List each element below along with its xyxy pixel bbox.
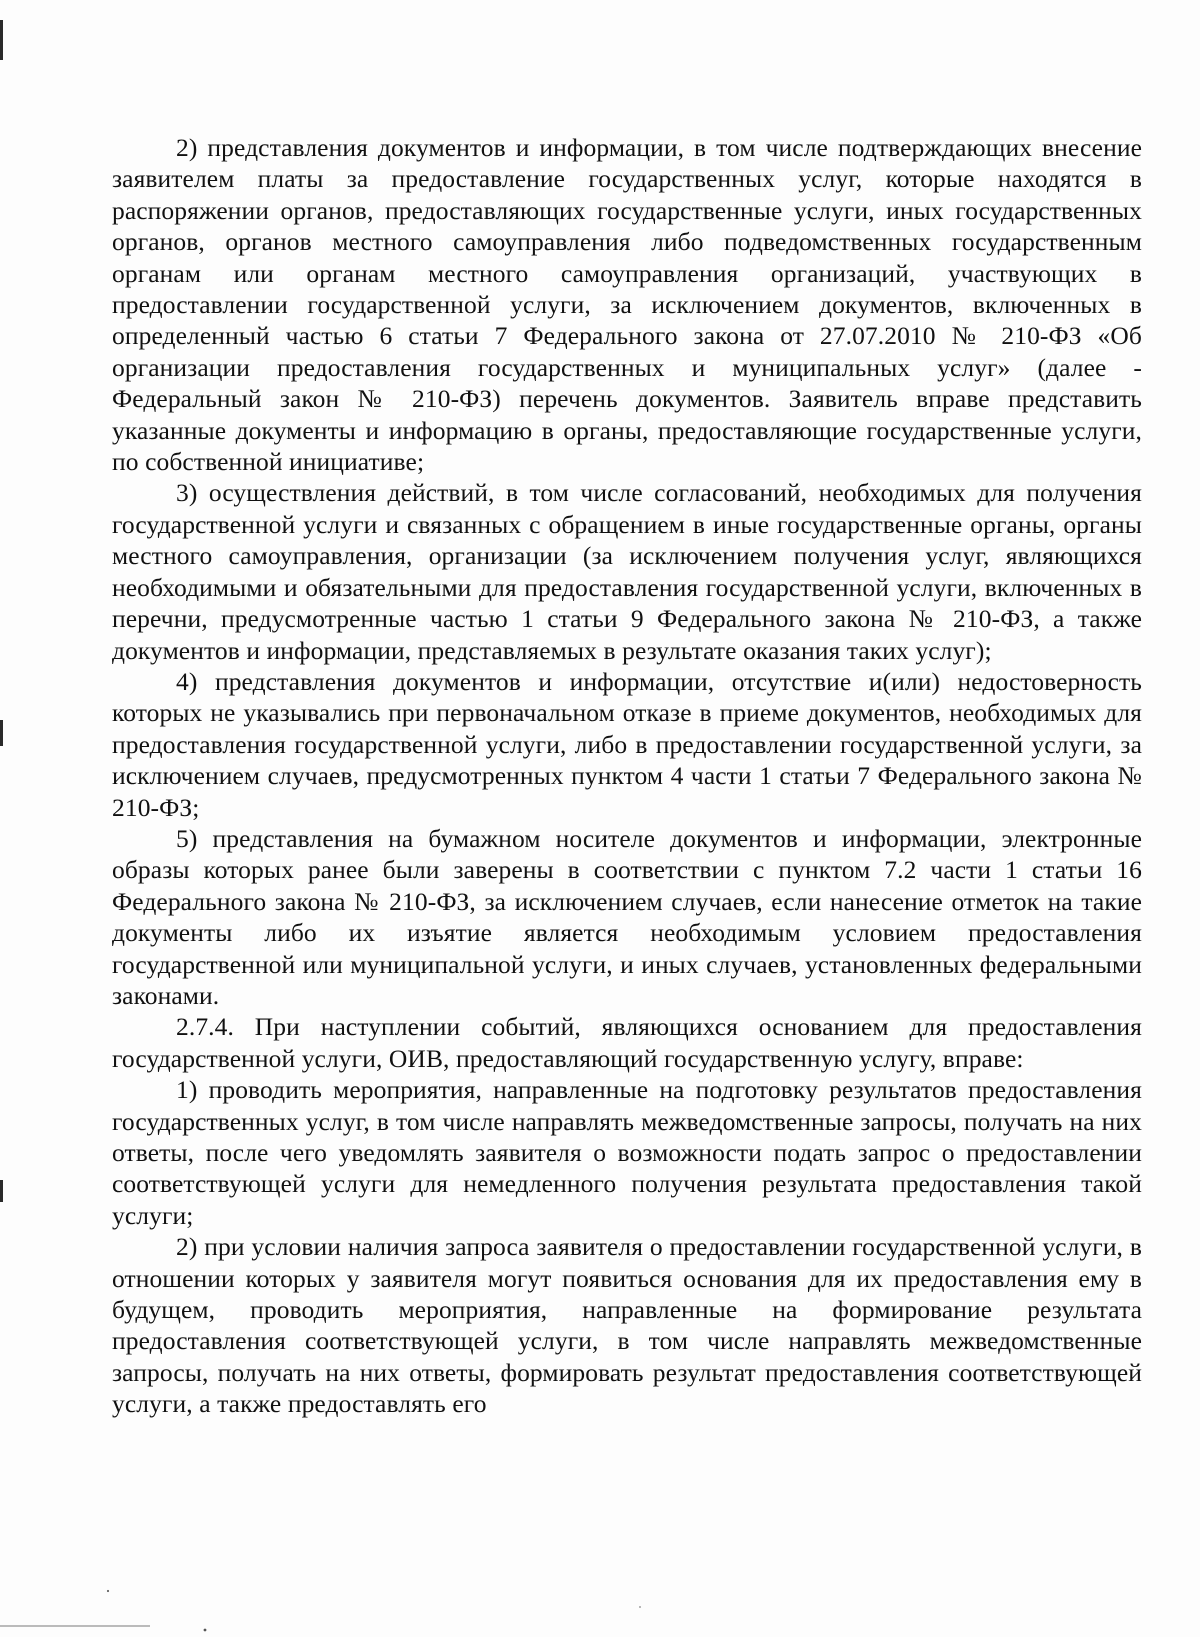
paragraph-item-5-paper-documents: 5) представления на бумажном носителе документов и информации, электронные образы которых ранее были заверены в соответствии с пунктом 7.2 части 1 статьи 16 Федерального закона № 210-ФЗ, за исключением случаев, если нанесение отметок на такие документы либо их изъятие является необходимым условием предоставления государственной или муниципальной услуги, и иных случаев, установленных федеральными законами. <box>112 823 1142 1010</box>
scan-edge-mark-middle <box>0 720 3 746</box>
paragraph-section-2-7-4: 2.7.4. При наступлении событий, являющихся основанием для предоставления государственной услуги, ОИВ, предоставляющий государственную услугу, вправе: <box>112 1012 1142 1073</box>
scan-noise-specks <box>0 1577 1200 1637</box>
paragraph-item-4-documents: 4) представления документов и информации, отсутствие и(или) недостоверность которых не указывались при первоначальном отказе в приеме документов, необходимых для предоставления государственной услуги, либо в предоставлении государственной услуги, за исключением случаев, предусмотренных пунктом 4 части 1 статьи 7 Федерального закона № 210-ФЗ; <box>112 666 1142 822</box>
scan-edge-mark-lower <box>0 1180 3 1202</box>
paragraph-item-3-actions: 3) осуществления действий, в том числе согласований, необходимых для получения государственной услуги и связанных с обращением в иные государственные органы, органы местного самоуправления, организации (за исключением получения услуг, являющихся необходимыми и обязательными для предоставления государственной услуги, включенных в перечни, предусмотренные частью 1 статьи 9 Федерального закона № 210-ФЗ, а также документов и информации, представляемых в результате оказания таких услуг); <box>112 478 1142 665</box>
scan-edge-mark-top <box>0 20 3 60</box>
paragraph-item-2-documents: 2) представления документов и информации, в том числе подтверждающих внесение заявителем платы за предоставление государственных услуг, которые находятся в распоряжении органов, предоставляющих государственные услуги, иных государственных органов, органов местного самоуправления либо подведомственных государственным органам или органам местного самоуправления организаций, участвующих в предоставлении государственной услуги, за исключением документов, включенных в определенный частью 6 статьи 7 Федерального закона от 27.07.2010 № 210-ФЗ «Об организации предоставления государственных и муниципальных услуг» (далее - Федеральный закон № 210-ФЗ) перечень документов. Заявитель вправе представить указанные документы и информацию в органы, предоставляющие государственные услуги, по собственной инициативе; <box>112 133 1142 477</box>
paragraph-subitem-1-measures: 1) проводить мероприятия, направленные на подготовку результатов предоставления государственных услуг, в том числе направлять межведомственные запросы, получать на них ответы, после чего уведомлять заявителя о возможности подать запрос о предоставлении соответствующей услуги для немедленного получения результата предоставления такой услуги; <box>112 1075 1142 1230</box>
paragraph-subitem-2-request: 2) при условии наличия запроса заявителя о предоставлении государственной услуги, в отношении которых у заявителя могут появиться основания для их предоставления ему в будущем, проводить мероприятия, направленные на формирование результата предоставления соответствующей услуги, в том числе направлять межведомственные запросы, получать на них ответы, формировать результат предоставления соответствующей услуги, а также предоставлять его <box>112 1232 1142 1419</box>
document-body <box>112 132 1142 1420</box>
